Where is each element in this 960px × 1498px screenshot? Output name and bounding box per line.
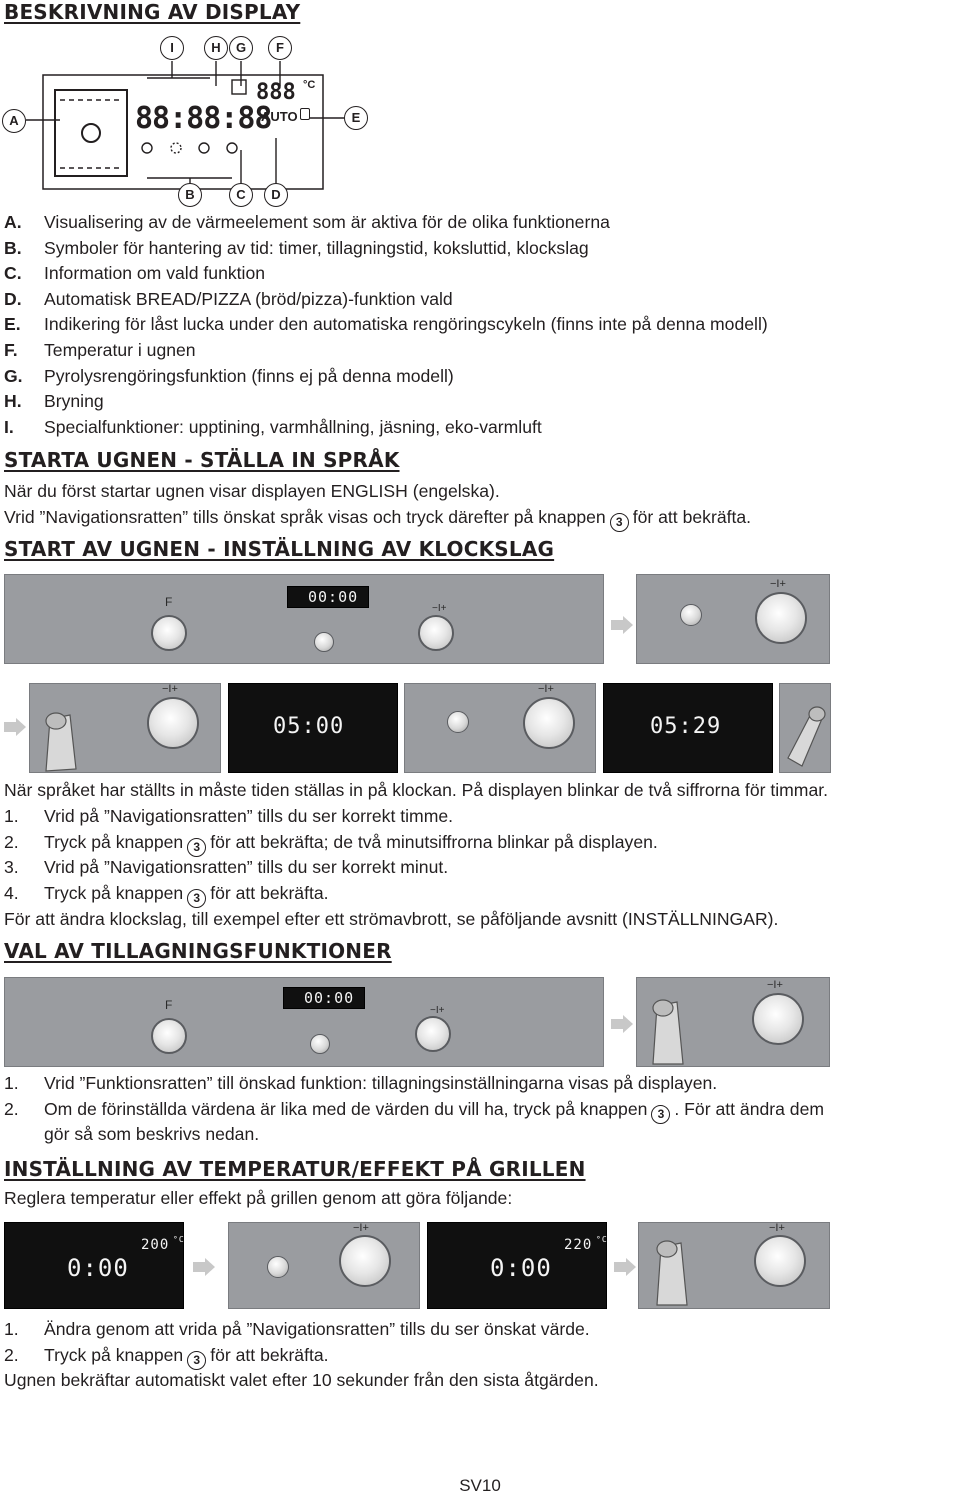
control-panel-zoom <box>636 574 830 664</box>
section-title-clock: START AV UGNEN - INSTÄLLNING AV KLOCKSLAG <box>4 537 555 561</box>
control-panel-zoom <box>29 683 221 773</box>
list-item: A. Visualisering av de värmeelement som är aktiva för de olika funktionerna <box>4 212 610 232</box>
list-item: 2. Om de förinställda värdena är lika med de värden du vill ha, tryck på knappen 3 . För att ändra dem <box>4 1099 824 1125</box>
display-temperature: 200 <box>141 1237 170 1253</box>
arrow-right-icon <box>611 616 633 634</box>
list-item: 2. Tryck på knappen 3 för att bekräfta. <box>4 1345 590 1371</box>
display-diagram-unit: °C <box>303 79 316 91</box>
nav-knob-label: −I+ <box>769 1222 785 1234</box>
list-item: 4. Tryck på knappen 3 för att bekräfta. <box>4 883 658 909</box>
list-item: gör så som beskrivs nedan. <box>44 1124 260 1145</box>
display-time: 0:00 <box>490 1254 552 1282</box>
navigation-knob[interactable] <box>523 697 575 749</box>
callout-d: D <box>264 183 288 207</box>
finger-pointing-icon <box>643 996 691 1066</box>
callout-b: B <box>178 183 202 207</box>
arrow-right-icon <box>193 1258 215 1276</box>
section-title-display: BESKRIVNING AV DISPLAY <box>4 0 301 24</box>
control-panel-illustration <box>4 574 604 664</box>
display-panel: 00:00 <box>287 586 369 608</box>
display-diagram-digits: 88:88:88 <box>135 101 272 136</box>
arrow-right-icon <box>4 718 26 736</box>
navigation-knob[interactable] <box>147 697 199 749</box>
temperature-intro: Reglera temperatur eller effekt på grillen genom att göra följande: <box>4 1188 513 1208</box>
callout-f: F <box>268 36 292 60</box>
control-panel-zoom <box>638 1222 830 1309</box>
display-closeup <box>4 1222 184 1309</box>
callout-c: C <box>229 183 253 207</box>
nav-knob-label: −I+ <box>538 683 554 695</box>
clock-intro: När språket har ställts in måste tiden ställas in på klockan. På displayen blinkar de två siffrorna för timmar. <box>4 780 829 800</box>
finger-pointing-icon <box>647 1237 695 1307</box>
callout-h: H <box>204 36 228 60</box>
control-panel-zoom <box>636 977 830 1067</box>
clock-steps <box>4 806 658 908</box>
control-panel-zoom <box>779 683 831 773</box>
display-diagram-temp: 888 <box>256 80 296 105</box>
finger-pointing-icon <box>784 704 828 768</box>
button-3-icon: 3 <box>187 889 206 908</box>
temperature-steps <box>4 1319 590 1370</box>
control-panel-zoom <box>404 683 596 773</box>
page-number: SV10 <box>459 1476 501 1495</box>
display-unit: °C <box>596 1235 608 1244</box>
display-legend-list <box>4 212 768 442</box>
navigation-knob[interactable] <box>418 615 454 651</box>
button-3-icon: 3 <box>187 838 206 857</box>
confirm-button-3[interactable] <box>267 1256 289 1278</box>
display-panel: 00:00 <box>283 987 365 1009</box>
list-item: I. Specialfunktioner: upptining, varmhållning, jäsning, eko-varmluft <box>4 416 542 437</box>
list-item: 3. Vrid på ”Navigationsratten” tills du ser korrekt minut. <box>4 857 449 878</box>
function-knob[interactable] <box>151 615 187 651</box>
list-item: 1. Ändra genom att vrida på ”Navigationsratten” tills du ser önskat värde. <box>4 1319 590 1339</box>
clock-note: För att ändra klockslag, till exempel efter ett strömavbrott, se påföljande avsnitt (INSTÄLLNINGAR). <box>4 909 779 929</box>
nav-knob-label: −I+ <box>770 578 786 590</box>
nav-knob-label: −I+ <box>767 979 783 991</box>
callout-e: E <box>344 106 368 130</box>
temperature-note: Ugnen bekräftar automatiskt valet efter 10 sekunder från den sista åtgärden. <box>4 1370 599 1390</box>
navigation-knob[interactable] <box>752 993 804 1045</box>
button-3-icon: 3 <box>610 513 629 532</box>
confirm-button-3[interactable] <box>680 604 702 626</box>
display-time-hours: 05:00 <box>273 714 345 739</box>
nav-knob-label: −I+ <box>432 603 447 614</box>
list-item: D. Automatisk BREAD/PIZZA (bröd/pizza)-funktion vald <box>4 288 453 309</box>
button-3-icon: 3 <box>187 1351 206 1370</box>
lock-icon <box>300 108 310 120</box>
list-item: 2. Tryck på knappen 3 för att bekräfta; de två minutsiffrorna blinkar på displayen. <box>4 832 658 858</box>
display-time-minutes: 05:29 <box>650 714 722 739</box>
navigation-knob[interactable] <box>415 1016 451 1052</box>
finger-pointing-icon <box>36 709 84 773</box>
list-item: 1. Vrid ”Funktionsratten” till önskad funktion: tillagningsinställningarna visas på displayen. <box>4 1073 718 1093</box>
navigation-knob[interactable] <box>754 1235 806 1287</box>
function-knob[interactable] <box>151 1018 187 1054</box>
section-title-functions: VAL AV TILLAGNINGSFUNKTIONER <box>4 939 392 963</box>
display-temperature: 220 <box>564 1237 593 1253</box>
display-closeup <box>603 683 773 773</box>
list-item: E. Indikering för låst lucka under den automatiska rengöringscykeln (finns inte på denna modell) <box>4 314 768 335</box>
display-closeup <box>228 683 398 773</box>
list-item: 1. Vrid på ”Navigationsratten” tills du ser korrekt timme. <box>4 806 454 826</box>
button-3-icon: 3 <box>651 1105 670 1124</box>
nav-knob-label: −I+ <box>430 1005 445 1016</box>
confirm-button-3[interactable] <box>310 1034 330 1054</box>
display-unit: °C <box>173 1235 185 1244</box>
section-title-language: STARTA UGNEN - STÄLLA IN SPRÅK <box>4 448 400 472</box>
arrow-right-icon <box>611 1015 633 1033</box>
list-item: H. Bryning <box>4 391 104 412</box>
callout-i: I <box>160 36 184 60</box>
display-time: 0:00 <box>67 1254 129 1282</box>
list-item: G. Pyrolysrengöringsfunktion (finns ej på denna modell) <box>4 365 454 386</box>
callout-g: G <box>229 36 253 60</box>
function-knob-label: F <box>165 595 173 609</box>
list-item: B. Symboler för hantering av tid: timer, tillagningstid, koksluttid, klockslag <box>4 237 589 258</box>
display-closeup <box>427 1222 607 1309</box>
display-diagram <box>0 30 380 208</box>
section-title-temperature: INSTÄLLNING AV TEMPERATUR/EFFEKT PÅ GRILLEN <box>4 1157 586 1181</box>
control-panel-zoom <box>228 1222 420 1309</box>
callout-a: A <box>2 109 26 133</box>
list-item: F. Temperatur i ugnen <box>4 339 196 360</box>
confirm-button-3[interactable] <box>447 711 469 733</box>
language-line-2: Vrid ”Navigationsratten” tills önskat språk visas och tryck därefter på knappen 3 för att bekräfta. <box>4 507 751 532</box>
function-steps <box>4 1073 824 1150</box>
nav-knob-label: −I+ <box>353 1222 369 1234</box>
display-diagram-auto: AUTO <box>261 109 298 124</box>
navigation-knob[interactable] <box>755 592 807 644</box>
nav-knob-label: −I+ <box>162 683 178 695</box>
confirm-button-3[interactable] <box>314 632 334 652</box>
control-panel-illustration <box>4 977 604 1067</box>
arrow-right-icon <box>614 1258 636 1276</box>
language-line-1: När du först startar ugnen visar displayen ENGLISH (engelska). <box>4 481 500 501</box>
navigation-knob[interactable] <box>339 1235 391 1287</box>
function-knob-label: F <box>165 998 173 1012</box>
list-item: C. Information om vald funktion <box>4 263 266 284</box>
